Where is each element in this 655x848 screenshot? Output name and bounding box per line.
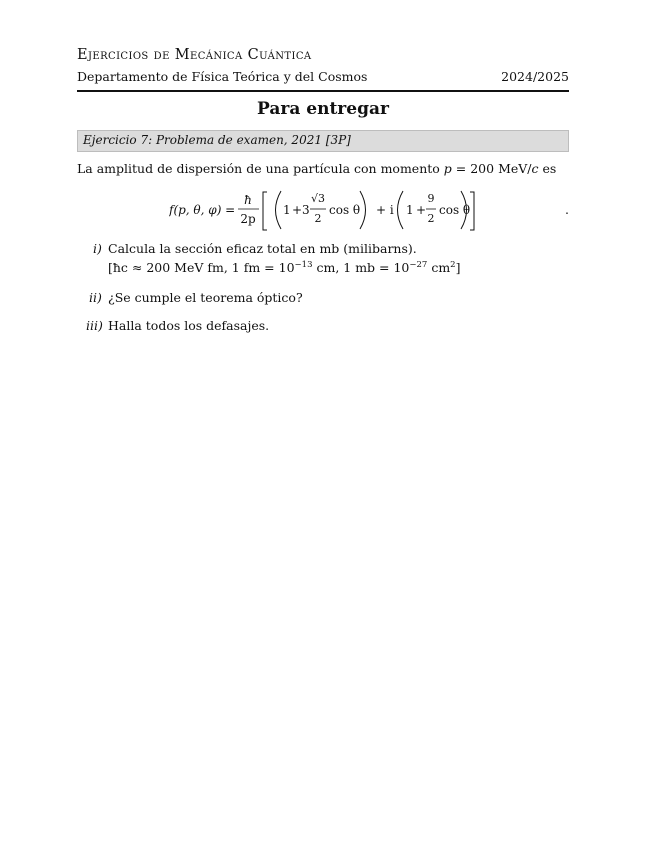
formula-cos-b: cos θ xyxy=(439,203,471,217)
note-part-c: cm xyxy=(427,260,451,275)
intro-variable: p xyxy=(443,161,452,176)
formula-plus-a: + xyxy=(292,203,303,217)
note-part-a: [ħc ≈ 200 MeV fm, 1 fm = 10 xyxy=(108,260,295,275)
formula-period: . xyxy=(565,202,569,217)
question-label-2: ii) xyxy=(89,290,102,305)
formula-plus-b: + xyxy=(416,203,427,217)
question-text-1: Calcula la sección eficaz total en mb (milibarns). xyxy=(108,241,417,256)
note-exp-1: −13 xyxy=(294,260,313,270)
question-note-1 xyxy=(108,260,460,275)
question-label-3: iii) xyxy=(86,318,103,333)
formula-two-b: 2 xyxy=(427,212,435,225)
note-part-b: cm, 1 mb = 10 xyxy=(312,260,410,275)
formula-two-a: 2 xyxy=(314,212,322,225)
note-exp-3: 2 xyxy=(450,260,456,270)
header-rule xyxy=(77,90,569,92)
intro-c: c xyxy=(531,161,539,176)
formula-denominator: 2p xyxy=(240,212,256,226)
formula-i-term: + i xyxy=(376,203,394,217)
note-part-d: ] xyxy=(455,260,461,275)
formula-one-b: 1 xyxy=(406,203,414,217)
scattering-amplitude-formula xyxy=(169,186,569,232)
note-exp-2: −27 xyxy=(409,260,428,270)
academic-year: 2024/2025 xyxy=(501,69,569,84)
section-title: Para entregar xyxy=(257,99,389,119)
formula-hbar: ħ xyxy=(244,193,252,207)
formula-three: 3 xyxy=(302,203,310,217)
question-label-1: i) xyxy=(93,241,102,256)
formula-sqrt3: √3 xyxy=(310,192,326,205)
question-text-3: Halla todos los defasajes. xyxy=(108,318,270,333)
exercise-intro xyxy=(77,161,556,176)
formula-lhs: f(p, θ, φ) = xyxy=(169,203,236,217)
formula-nine: 9 xyxy=(427,192,435,205)
formula-cos-a: cos θ xyxy=(329,203,361,217)
intro-suffix: es xyxy=(538,161,557,176)
department-name: Departamento de Física Teórica y del Cosmos xyxy=(77,69,368,84)
exercise-heading-box xyxy=(77,130,569,152)
intro-equation: = 200 MeV/ xyxy=(451,161,532,176)
exercise-heading: Ejercicio 7: Problema de examen, 2021 [3P] xyxy=(83,133,351,147)
course-title: Ejercicios de Mecánica Cuántica xyxy=(77,47,312,63)
question-text-2: ¿Se cumple el teorema óptico? xyxy=(108,290,303,305)
formula-one-a: 1 xyxy=(283,203,291,217)
intro-prefix: La amplitud de dispersión de una partícula con momento xyxy=(77,161,440,176)
